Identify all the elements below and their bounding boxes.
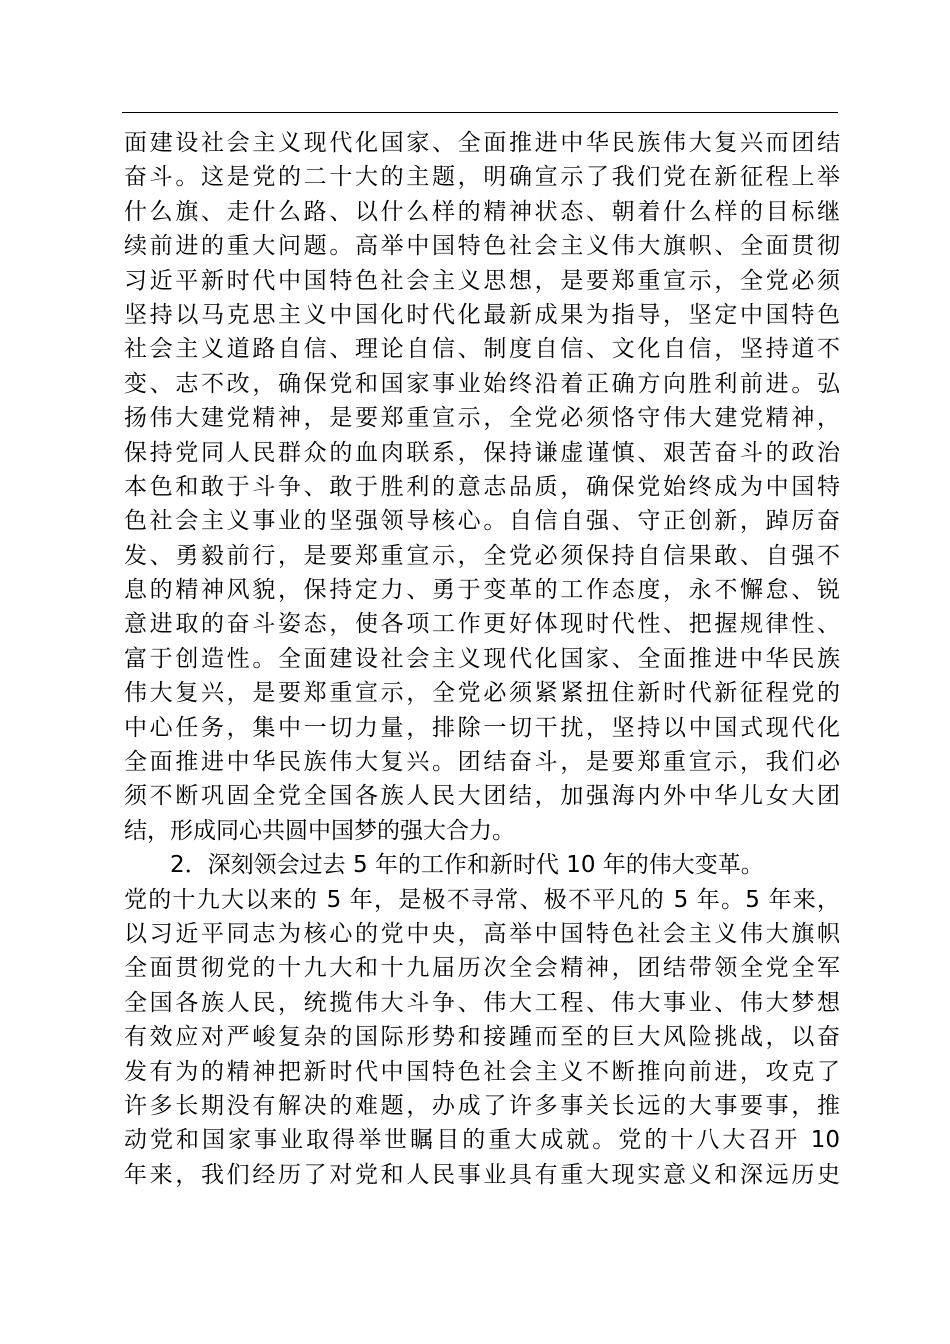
text-line: 有效应对严峻复杂的国际形势和接踵而至的巨大风险挑战，以奋 bbox=[124, 1024, 840, 1051]
text-line: 习近平新时代中国特色社会主义思想，是要郑重宣示，全党必须 bbox=[124, 267, 840, 294]
text-line: 发有为的精神把新时代中国特色社会主义不断推向前进，攻克了 bbox=[124, 1058, 840, 1085]
text-line: 色社会主义事业的坚强领导核心。自信自强、守正创新，踔厉奋 bbox=[124, 508, 840, 535]
text-line: 面建设社会主义现代化国家、全面推进中华民族伟大复兴而团结 bbox=[124, 130, 840, 156]
text-line: 什么旗、走什么路、以什么样的精神状态、朝着什么样的目标继 bbox=[124, 198, 840, 225]
text-line: 伟大复兴，是要郑重宣示，全党必须紧紧扭住新时代新征程党的 bbox=[124, 680, 840, 707]
text-line: 许多长期没有解决的难题，办成了许多事关长远的大事要事，推 bbox=[124, 1092, 840, 1119]
text-line: 全国各族人民，统揽伟大斗争、伟大工程、伟大事业、伟大梦想 bbox=[124, 989, 840, 1016]
text-line: 扬伟大建党精神，是要郑重宣示，全党必须恪守伟大建党精神， bbox=[124, 405, 840, 432]
text-line: 全面推进中华民族伟大复兴。团结奋斗，是要郑重宣示，我们必 bbox=[124, 749, 840, 776]
text-line: 坚持以马克思主义中国化时代化最新成果为指导，坚定中国特色 bbox=[124, 301, 840, 328]
text-line: 续前进的重大问题。高举中国特色社会主义伟大旗帜、全面贯彻 bbox=[124, 233, 840, 260]
text-line: 富于创造性。全面建设社会主义现代化国家、全面推进中华民族 bbox=[124, 645, 840, 672]
text-line: 全面贯彻党的十九大和十九届历次全会精神，团结带领全党全军 bbox=[124, 955, 840, 982]
text-line: 以习近平同志为核心的党中央，高举中国特色社会主义伟大旗帜 bbox=[124, 920, 840, 947]
text-line: 意进取的奋斗姿态，使各项工作更好体现时代性、把握规律性、 bbox=[124, 611, 840, 638]
text-line: 本色和敢于斗争、敢于胜利的意志品质，确保党始终成为中国特 bbox=[124, 473, 840, 500]
text-line: 变、志不改，确保党和国家事业始终沿着正确方向胜利前进。弘 bbox=[124, 370, 840, 397]
text-line: 中心任务，集中一切力量，排除一切干扰，坚持以中国式现代化 bbox=[124, 714, 840, 741]
text-line: 奋斗。这是党的二十大的主题，明确宣示了我们党在新征程上举 bbox=[124, 164, 840, 191]
body-text bbox=[124, 126, 840, 1192]
text-line: 发、勇毅前行，是要郑重宣示，全党必须保持自信果敢、自强不 bbox=[124, 542, 840, 569]
section-heading-line: 2．深刻领会过去 5 年的工作和新时代 10 年的伟大变革。 bbox=[170, 852, 764, 879]
text-line: 保持党同人民群众的血肉联系，保持谦虚谨慎、艰苦奋斗的政治 bbox=[124, 439, 840, 466]
text-line: 须不断巩固全党全国各族人民大团结，加强海内外中华儿女大团 bbox=[124, 783, 840, 810]
text-line: 党的十九大以来的 5 年，是极不寻常、极不平凡的 5 年。5 年来， bbox=[124, 886, 840, 913]
header-rule bbox=[122, 112, 838, 113]
text-line: 动党和国家事业取得举世瞩目的重大成就。党的十八大召开 10 bbox=[124, 1127, 840, 1154]
text-line: 社会主义道路自信、理论自信、制度自信、文化自信，坚持道不 bbox=[124, 336, 840, 363]
text-line: 息的精神风貌，保持定力、勇于变革的工作态度，永不懈怠、锐 bbox=[124, 577, 840, 604]
text-line: 年来，我们经历了对党和人民事业具有重大现实意义和深远历史 bbox=[124, 1161, 840, 1188]
paragraph-end-line: 结，形成同心共圆中国梦的强大合力。 bbox=[124, 817, 515, 844]
